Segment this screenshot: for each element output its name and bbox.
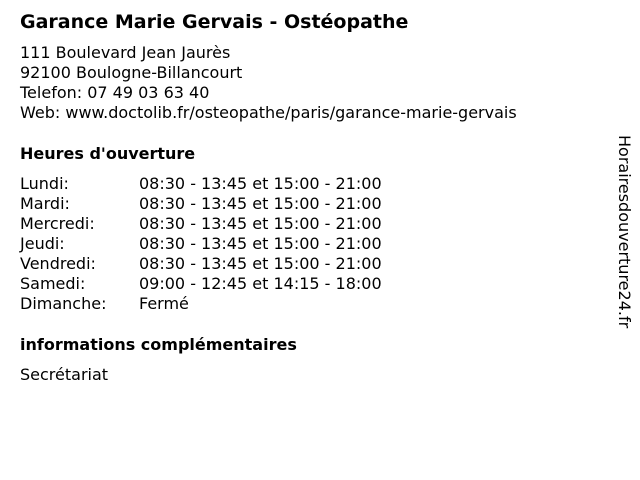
hours-row-tuesday xyxy=(20,194,600,214)
hours-row-sunday xyxy=(20,294,600,314)
time-range: 08:30 - 13:45 et 15:00 - 21:00 xyxy=(139,194,382,213)
hours-heading: Heures d'ouverture xyxy=(20,144,196,163)
contact-block xyxy=(20,43,600,123)
day-label: Mercredi: xyxy=(20,214,95,233)
time-range: 08:30 - 13:45 et 15:00 - 21:00 xyxy=(139,234,382,253)
business-card xyxy=(20,9,600,385)
web-line: Web: www.doctolib.fr/osteopathe/paris/garance-marie-gervais xyxy=(20,103,517,122)
hours-row-friday xyxy=(20,254,600,274)
page-title: Garance Marie Gervais - Ostéopathe xyxy=(20,11,409,33)
address-line-city: 92100 Boulogne-Billancourt xyxy=(20,63,243,82)
hours-row-wednesday xyxy=(20,214,600,234)
time-range: Fermé xyxy=(139,294,189,313)
day-label: Jeudi: xyxy=(20,234,65,253)
time-range: 08:30 - 13:45 et 15:00 - 21:00 xyxy=(139,214,382,233)
info-text: Secrétariat xyxy=(20,365,109,384)
day-label: Vendredi: xyxy=(20,254,96,273)
address-line-street: 111 Boulevard Jean Jaurès xyxy=(20,43,231,62)
day-label: Mardi: xyxy=(20,194,70,213)
hours-row-saturday xyxy=(20,274,600,294)
day-label: Dimanche: xyxy=(20,294,107,313)
site-watermark: Horairesdouverture24.fr xyxy=(615,135,634,329)
info-heading: informations complémentaires xyxy=(20,335,297,354)
phone-line: Telefon: 07 49 03 63 40 xyxy=(20,83,210,102)
time-range: 09:00 - 12:45 et 14:15 - 18:00 xyxy=(139,274,382,293)
hours-list xyxy=(20,174,600,314)
hours-row-thursday xyxy=(20,234,600,254)
hours-row-monday xyxy=(20,174,600,194)
day-label: Lundi: xyxy=(20,174,69,193)
day-label: Samedi: xyxy=(20,274,86,293)
time-range: 08:30 - 13:45 et 15:00 - 21:00 xyxy=(139,254,382,273)
time-range: 08:30 - 13:45 et 15:00 - 21:00 xyxy=(139,174,382,193)
